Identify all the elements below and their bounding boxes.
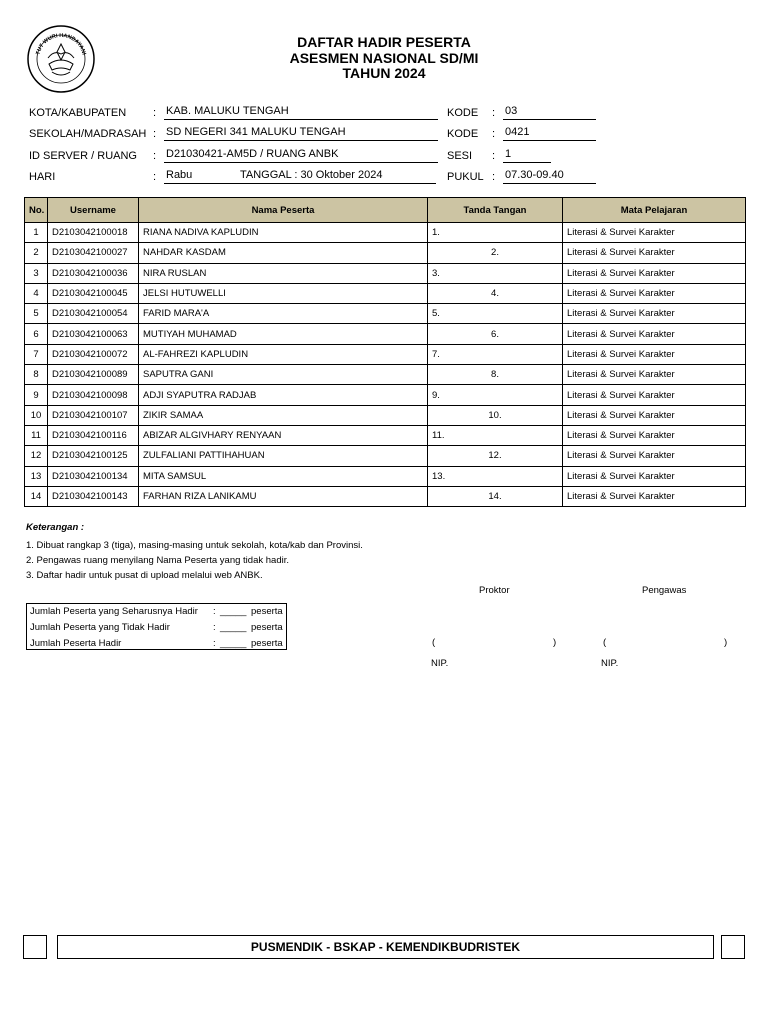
summary-colon: : bbox=[213, 622, 216, 633]
nama-cell: MITA SAMSUL bbox=[139, 466, 428, 486]
sesi-label: SESI bbox=[447, 150, 473, 162]
header-no: No. bbox=[25, 198, 48, 223]
table-row bbox=[25, 304, 746, 324]
proktor-nip: NIP. bbox=[431, 658, 449, 669]
username-cell: D2103042100134 bbox=[48, 466, 139, 486]
kode1-colon: : bbox=[492, 107, 496, 119]
no-cell: 6 bbox=[25, 324, 48, 344]
proktor-paren-open: ( bbox=[432, 637, 436, 648]
username-cell: D2103042100027 bbox=[48, 243, 139, 263]
summary-row-1 bbox=[30, 606, 198, 617]
table-row bbox=[25, 223, 746, 243]
hari-colon: : bbox=[153, 171, 157, 183]
pukul-label: PUKUL bbox=[447, 171, 484, 183]
kode1-label: KODE bbox=[447, 107, 479, 119]
summary-colon: : bbox=[213, 638, 216, 649]
no-cell: 3 bbox=[25, 263, 48, 283]
summary-label: Jumlah Peserta Hadir bbox=[30, 638, 122, 649]
signature-cell[interactable]: 13. bbox=[428, 466, 563, 486]
kota-colon: : bbox=[153, 107, 157, 119]
note-item: 1. Dibuat rangkap 3 (tiga), masing-masing untuk sekolah, kota/kab dan Provinsi. bbox=[26, 540, 363, 551]
signature-cell[interactable]: 5. bbox=[428, 304, 563, 324]
attendance-body bbox=[25, 223, 746, 507]
server-colon: : bbox=[153, 150, 157, 162]
mapel-cell: Literasi & Survei Karakter bbox=[563, 243, 746, 263]
pukul-colon: : bbox=[492, 171, 496, 183]
sekolah-colon: : bbox=[153, 128, 157, 140]
nama-cell: FARID MARA'A bbox=[139, 304, 428, 324]
table-row bbox=[25, 365, 746, 385]
nama-cell: ZIKIR SAMAA bbox=[139, 405, 428, 425]
username-cell: D2103042100107 bbox=[48, 405, 139, 425]
note-item: 3. Daftar hadir untuk pusat di upload melalui web ANBK. bbox=[26, 570, 263, 581]
no-cell: 10 bbox=[25, 405, 48, 425]
signature-cell[interactable]: 7. bbox=[428, 344, 563, 364]
mapel-cell: Literasi & Survei Karakter bbox=[563, 466, 746, 486]
hari-value: Rabu bbox=[164, 169, 238, 184]
username-cell: D2103042100045 bbox=[48, 283, 139, 303]
username-cell: D2103042100098 bbox=[48, 385, 139, 405]
table-row bbox=[25, 425, 746, 445]
summary-colon: : bbox=[213, 606, 216, 617]
title-line-2: ASESMEN NASIONAL SD/MI bbox=[289, 50, 479, 66]
summary-row-3 bbox=[30, 638, 121, 649]
signature-cell[interactable]: 3. bbox=[428, 263, 563, 283]
table-row bbox=[25, 466, 746, 486]
summary-unit: peserta bbox=[251, 606, 283, 617]
table-row bbox=[25, 486, 746, 506]
nama-cell: FARHAN RIZA LANIKAMU bbox=[139, 486, 428, 506]
table-row bbox=[25, 324, 746, 344]
summary-blank[interactable]: _____ bbox=[220, 606, 247, 617]
kode2-colon: : bbox=[492, 128, 496, 140]
mapel-cell: Literasi & Survei Karakter bbox=[563, 446, 746, 466]
header-username: Username bbox=[48, 198, 139, 223]
header-mapel: Mata Pelajaran bbox=[563, 198, 746, 223]
no-cell: 5 bbox=[25, 304, 48, 324]
signature-cell[interactable]: 6. bbox=[428, 324, 563, 344]
signature-cell[interactable]: 12. bbox=[428, 446, 563, 466]
kode2-value: 0421 bbox=[503, 126, 596, 141]
no-cell: 9 bbox=[25, 385, 48, 405]
username-cell: D2103042100116 bbox=[48, 425, 139, 445]
mapel-cell: Literasi & Survei Karakter bbox=[563, 405, 746, 425]
table-row bbox=[25, 446, 746, 466]
table-row bbox=[25, 405, 746, 425]
mapel-cell: Literasi & Survei Karakter bbox=[563, 486, 746, 506]
pengawas-paren-close: ) bbox=[724, 637, 728, 648]
server-label: ID SERVER / RUANG bbox=[29, 150, 137, 162]
username-cell: D2103042100036 bbox=[48, 263, 139, 283]
no-cell: 4 bbox=[25, 283, 48, 303]
summary-box bbox=[26, 603, 287, 650]
footer-left-box bbox=[23, 935, 47, 959]
nama-cell: JELSI HUTUWELLI bbox=[139, 283, 428, 303]
sesi-colon: : bbox=[492, 150, 496, 162]
note-item: 2. Pengawas ruang menyilang Nama Peserta yang tidak hadir. bbox=[26, 555, 289, 566]
nama-cell: SAPUTRA GANI bbox=[139, 365, 428, 385]
mapel-cell: Literasi & Survei Karakter bbox=[563, 283, 746, 303]
kode2-label: KODE bbox=[447, 128, 479, 140]
proktor-paren-close: ) bbox=[553, 637, 557, 648]
tanggal-value: TANGGAL : 30 Oktober 2024 bbox=[238, 169, 436, 184]
username-cell: D2103042100063 bbox=[48, 324, 139, 344]
sekolah-value: SD NEGERI 341 MALUKU TENGAH bbox=[164, 126, 438, 141]
pukul-value: 07.30-09.40 bbox=[503, 169, 596, 184]
no-cell: 7 bbox=[25, 344, 48, 364]
pengawas-paren-open: ( bbox=[603, 637, 607, 648]
summary-unit: peserta bbox=[251, 622, 283, 633]
table-row bbox=[25, 263, 746, 283]
signature-cell[interactable]: 8. bbox=[428, 365, 563, 385]
table-header-row bbox=[25, 198, 746, 223]
no-cell: 12 bbox=[25, 446, 48, 466]
attendance-table bbox=[24, 197, 746, 507]
table-row bbox=[25, 243, 746, 263]
summary-unit: peserta bbox=[251, 638, 283, 649]
mapel-cell: Literasi & Survei Karakter bbox=[563, 263, 746, 283]
summary-blank[interactable]: _____ bbox=[220, 622, 247, 633]
summary-label: Jumlah Peserta yang Tidak Hadir bbox=[30, 622, 170, 633]
no-cell: 14 bbox=[25, 486, 48, 506]
header-nama: Nama Peserta bbox=[139, 198, 428, 223]
pengawas-nip: NIP. bbox=[601, 658, 619, 669]
mapel-cell: Literasi & Survei Karakter bbox=[563, 223, 746, 243]
table-row bbox=[25, 385, 746, 405]
summary-blank[interactable]: _____ bbox=[220, 638, 247, 649]
nama-cell: NAHDAR KASDAM bbox=[139, 243, 428, 263]
no-cell: 8 bbox=[25, 365, 48, 385]
mapel-cell: Literasi & Survei Karakter bbox=[563, 385, 746, 405]
username-cell: D2103042100072 bbox=[48, 344, 139, 364]
proktor-label: Proktor bbox=[479, 585, 510, 596]
server-value: D21030421-AM5D / RUANG ANBK bbox=[164, 148, 438, 163]
nama-cell: ADJI SYAPUTRA RADJAB bbox=[139, 385, 428, 405]
username-cell: D2103042100054 bbox=[48, 304, 139, 324]
no-cell: 1 bbox=[25, 223, 48, 243]
signature-cell[interactable]: 11. bbox=[428, 425, 563, 445]
no-cell: 2 bbox=[25, 243, 48, 263]
kota-value: KAB. MALUKU TENGAH bbox=[164, 105, 438, 120]
title-line-1: DAFTAR HADIR PESERTA bbox=[297, 34, 471, 50]
sekolah-label: SEKOLAH/MADRASAH bbox=[29, 128, 147, 140]
notes-title: Keterangan : bbox=[26, 522, 85, 533]
nama-cell: MUTIYAH MUHAMAD bbox=[139, 324, 428, 344]
kota-label: KOTA/KABUPATEN bbox=[29, 107, 127, 119]
kode1-value: 03 bbox=[503, 105, 596, 120]
mapel-cell: Literasi & Survei Karakter bbox=[563, 365, 746, 385]
nama-cell: AL-FAHREZI KAPLUDIN bbox=[139, 344, 428, 364]
signature-cell[interactable]: 2. bbox=[428, 243, 563, 263]
svg-text:TUT WURI HANDAYANI: TUT WURI HANDAYANI bbox=[35, 32, 87, 56]
table-row bbox=[25, 344, 746, 364]
username-cell: D2103042100143 bbox=[48, 486, 139, 506]
signature-cell[interactable]: 1. bbox=[428, 223, 563, 243]
hari-label: HARI bbox=[29, 171, 56, 183]
header-ttd: Tanda Tangan bbox=[428, 198, 563, 223]
nama-cell: RIANA NADIVA KAPLUDIN bbox=[139, 223, 428, 243]
mapel-cell: Literasi & Survei Karakter bbox=[563, 304, 746, 324]
sesi-value: 1 bbox=[503, 148, 551, 163]
signature-cell[interactable]: 10. bbox=[428, 405, 563, 425]
username-cell: D2103042100018 bbox=[48, 223, 139, 243]
summary-row-2 bbox=[30, 622, 170, 633]
summary-label: Jumlah Peserta yang Seharusnya Hadir bbox=[30, 606, 198, 617]
mapel-cell: Literasi & Survei Karakter bbox=[563, 425, 746, 445]
pengawas-label: Pengawas bbox=[642, 585, 687, 596]
mapel-cell: Literasi & Survei Karakter bbox=[563, 344, 746, 364]
nama-cell: ZULFALIANI PATTIHAHUAN bbox=[139, 446, 428, 466]
no-cell: 13 bbox=[25, 466, 48, 486]
nama-cell: ABIZAR ALGIVHARY RENYAAN bbox=[139, 425, 428, 445]
footer-right-box bbox=[721, 935, 745, 959]
signature-cell[interactable]: 14. bbox=[428, 486, 563, 506]
no-cell: 11 bbox=[25, 425, 48, 445]
title-line-3: TAHUN 2024 bbox=[342, 65, 426, 81]
signature-cell[interactable]: 9. bbox=[428, 385, 563, 405]
nama-cell: NIRA RUSLAN bbox=[139, 263, 428, 283]
table-row bbox=[25, 283, 746, 303]
username-cell: D2103042100089 bbox=[48, 365, 139, 385]
footer-banner: PUSMENDIK - BSKAP - KEMENDIKBUDRISTEK bbox=[57, 935, 714, 959]
mapel-cell: Literasi & Survei Karakter bbox=[563, 324, 746, 344]
username-cell: D2103042100125 bbox=[48, 446, 139, 466]
signature-cell[interactable]: 4. bbox=[428, 283, 563, 303]
